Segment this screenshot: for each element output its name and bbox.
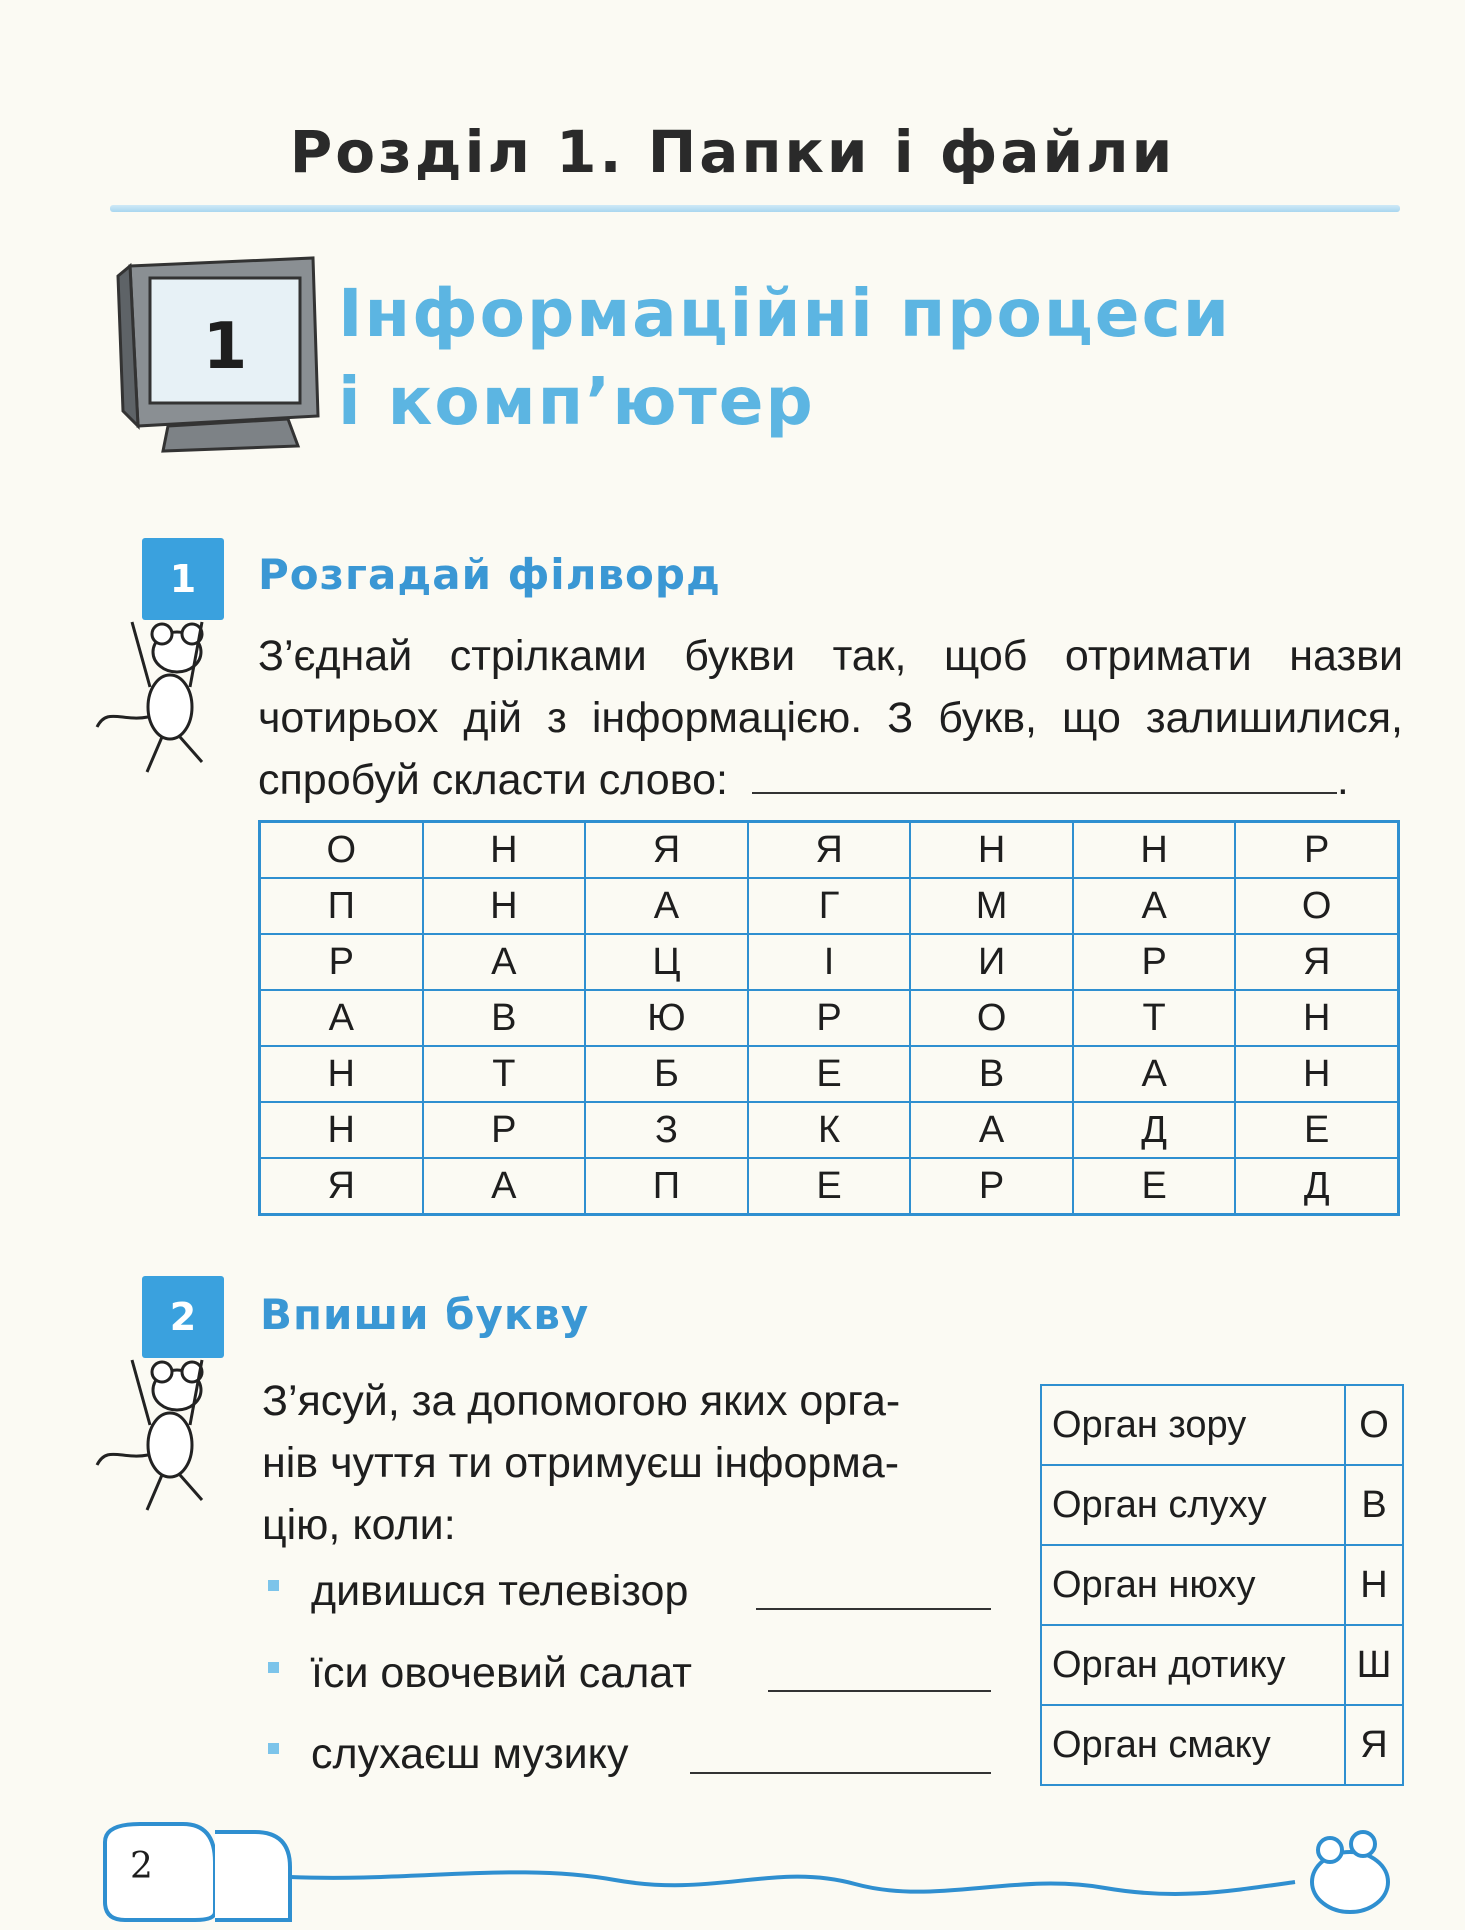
grid-cell[interactable]: Я xyxy=(1235,934,1398,990)
task2-number-badge: 2 xyxy=(142,1276,224,1358)
grid-cell[interactable]: Р xyxy=(260,934,423,990)
grid-cell[interactable]: Н xyxy=(260,1102,423,1158)
organ-label: Орган зору xyxy=(1041,1385,1345,1465)
organ-label: Орган слуху xyxy=(1041,1465,1345,1545)
answer-line[interactable] xyxy=(768,1690,991,1692)
table-row xyxy=(260,934,1399,990)
table-row xyxy=(260,1158,1399,1215)
grid-cell[interactable]: Р xyxy=(1235,822,1398,879)
grid-cell[interactable]: В xyxy=(910,1046,1073,1102)
task1-instructions xyxy=(258,625,1403,811)
organ-letter: О xyxy=(1345,1385,1403,1465)
task1-number-badge: 1 xyxy=(142,538,224,620)
grid-cell[interactable]: Б xyxy=(585,1046,748,1102)
grid-cell[interactable]: Е xyxy=(748,1046,911,1102)
section-title: Розділ 1. Папки і файли xyxy=(289,118,1176,186)
table-row xyxy=(1041,1465,1403,1545)
bullet-icon xyxy=(268,1743,279,1754)
answer-line[interactable] xyxy=(752,792,1337,794)
bullet-icon xyxy=(268,1580,279,1591)
computer-mouse-cable-icon xyxy=(95,1822,1405,1922)
organ-label: Орган дотику xyxy=(1041,1625,1345,1705)
task2-title: Впиши букву xyxy=(260,1290,590,1339)
list-item xyxy=(268,1730,628,1779)
grid-cell[interactable]: Н xyxy=(1235,990,1398,1046)
answer-line[interactable] xyxy=(756,1608,991,1610)
grid-cell[interactable]: Я xyxy=(585,822,748,879)
grid-cell[interactable]: Р xyxy=(1073,934,1236,990)
task1-text: З’єднай стрілками букви так, щоб отримати назви чотирьох дій з інформацією. З букв, що залишилися, спробуй скласти слово: xyxy=(258,632,1403,804)
table-row xyxy=(260,990,1399,1046)
task1-end-punct: . xyxy=(1336,756,1349,804)
grid-cell[interactable]: Т xyxy=(1073,990,1236,1046)
grid-cell[interactable]: Н xyxy=(423,878,586,934)
grid-cell[interactable]: Д xyxy=(1235,1158,1398,1215)
grid-cell[interactable]: Е xyxy=(748,1158,911,1215)
grid-cell[interactable]: И xyxy=(910,934,1073,990)
grid-cell[interactable]: Г xyxy=(748,878,911,934)
grid-cell[interactable]: Е xyxy=(1235,1102,1398,1158)
table-row xyxy=(1041,1385,1403,1465)
grid-cell[interactable]: Р xyxy=(748,990,911,1046)
list-item xyxy=(268,1649,692,1698)
table-row xyxy=(260,1102,1399,1158)
table-row xyxy=(260,878,1399,934)
grid-cell[interactable]: Н xyxy=(423,822,586,879)
bullet-icon xyxy=(268,1662,279,1673)
grid-cell[interactable]: Я xyxy=(748,822,911,879)
grid-cell[interactable]: А xyxy=(423,1158,586,1215)
organ-label: Орган смаку xyxy=(1041,1705,1345,1785)
table-row xyxy=(1041,1545,1403,1625)
mouse-character-icon xyxy=(92,1350,232,1520)
organs-table xyxy=(1040,1384,1404,1786)
grid-cell[interactable]: Ц xyxy=(585,934,748,990)
table-row xyxy=(260,822,1399,879)
grid-cell[interactable]: А xyxy=(1073,878,1236,934)
grid-cell[interactable]: З xyxy=(585,1102,748,1158)
organ-label: Орган нюху xyxy=(1041,1545,1345,1625)
answer-line[interactable] xyxy=(690,1772,991,1774)
grid-cell[interactable]: М xyxy=(910,878,1073,934)
monitor-icon xyxy=(108,236,328,456)
fillword-grid xyxy=(258,820,1400,1216)
organ-letter: Ш xyxy=(1345,1625,1403,1705)
grid-cell[interactable]: А xyxy=(1073,1046,1236,1102)
grid-cell[interactable]: А xyxy=(423,934,586,990)
list-item xyxy=(268,1567,688,1616)
grid-cell[interactable]: Н xyxy=(1235,1046,1398,1102)
bullet-text: їси овочевий салат xyxy=(311,1649,692,1697)
grid-cell[interactable]: А xyxy=(585,878,748,934)
topic-title-line2: і комп’ютер xyxy=(338,363,815,440)
task2-line1: З’ясуй, за допомогою яких орга- xyxy=(262,1377,901,1425)
grid-cell[interactable]: Н xyxy=(1073,822,1236,879)
grid-cell[interactable]: Р xyxy=(910,1158,1073,1215)
task2-instructions xyxy=(262,1370,1022,1556)
organ-letter: Я xyxy=(1345,1705,1403,1785)
grid-cell[interactable]: П xyxy=(260,878,423,934)
grid-cell[interactable]: К xyxy=(748,1102,911,1158)
table-row xyxy=(1041,1625,1403,1705)
header-divider xyxy=(110,205,1400,212)
grid-cell[interactable]: І xyxy=(748,934,911,990)
task2-line2: нів чуття ти отримуєш інформа- xyxy=(262,1439,900,1487)
page-number: 2 xyxy=(130,1846,153,1887)
table-row xyxy=(260,1046,1399,1102)
organ-letter: Н xyxy=(1345,1545,1403,1625)
topic-number: 1 xyxy=(202,310,248,384)
grid-cell[interactable]: Я xyxy=(260,1158,423,1215)
grid-cell[interactable]: А xyxy=(910,1102,1073,1158)
task2-line3: цію, коли: xyxy=(262,1501,456,1549)
organ-letter: В xyxy=(1345,1465,1403,1545)
grid-cell[interactable]: В xyxy=(423,990,586,1046)
grid-cell[interactable]: Р xyxy=(423,1102,586,1158)
topic-title-line1: Інформаційні процеси xyxy=(338,275,1231,352)
grid-cell[interactable]: Д xyxy=(1073,1102,1236,1158)
grid-cell[interactable]: О xyxy=(1235,878,1398,934)
task1-title: Розгадай філворд xyxy=(258,550,721,599)
grid-cell[interactable]: П xyxy=(585,1158,748,1215)
grid-cell[interactable]: Н xyxy=(260,1046,423,1102)
grid-cell[interactable]: О xyxy=(910,990,1073,1046)
grid-cell[interactable]: А xyxy=(260,990,423,1046)
grid-cell[interactable]: Е xyxy=(1073,1158,1236,1215)
grid-cell[interactable]: Ю xyxy=(585,990,748,1046)
bullet-text: слухаєш музику xyxy=(311,1730,629,1778)
grid-cell[interactable]: Н xyxy=(910,822,1073,879)
table-row xyxy=(1041,1705,1403,1785)
topic-title xyxy=(338,270,1231,446)
bullet-text: дивишся телевізор xyxy=(311,1567,689,1615)
grid-cell[interactable]: О xyxy=(260,822,423,879)
grid-cell[interactable]: Т xyxy=(423,1046,586,1102)
mouse-character-icon xyxy=(92,612,232,782)
